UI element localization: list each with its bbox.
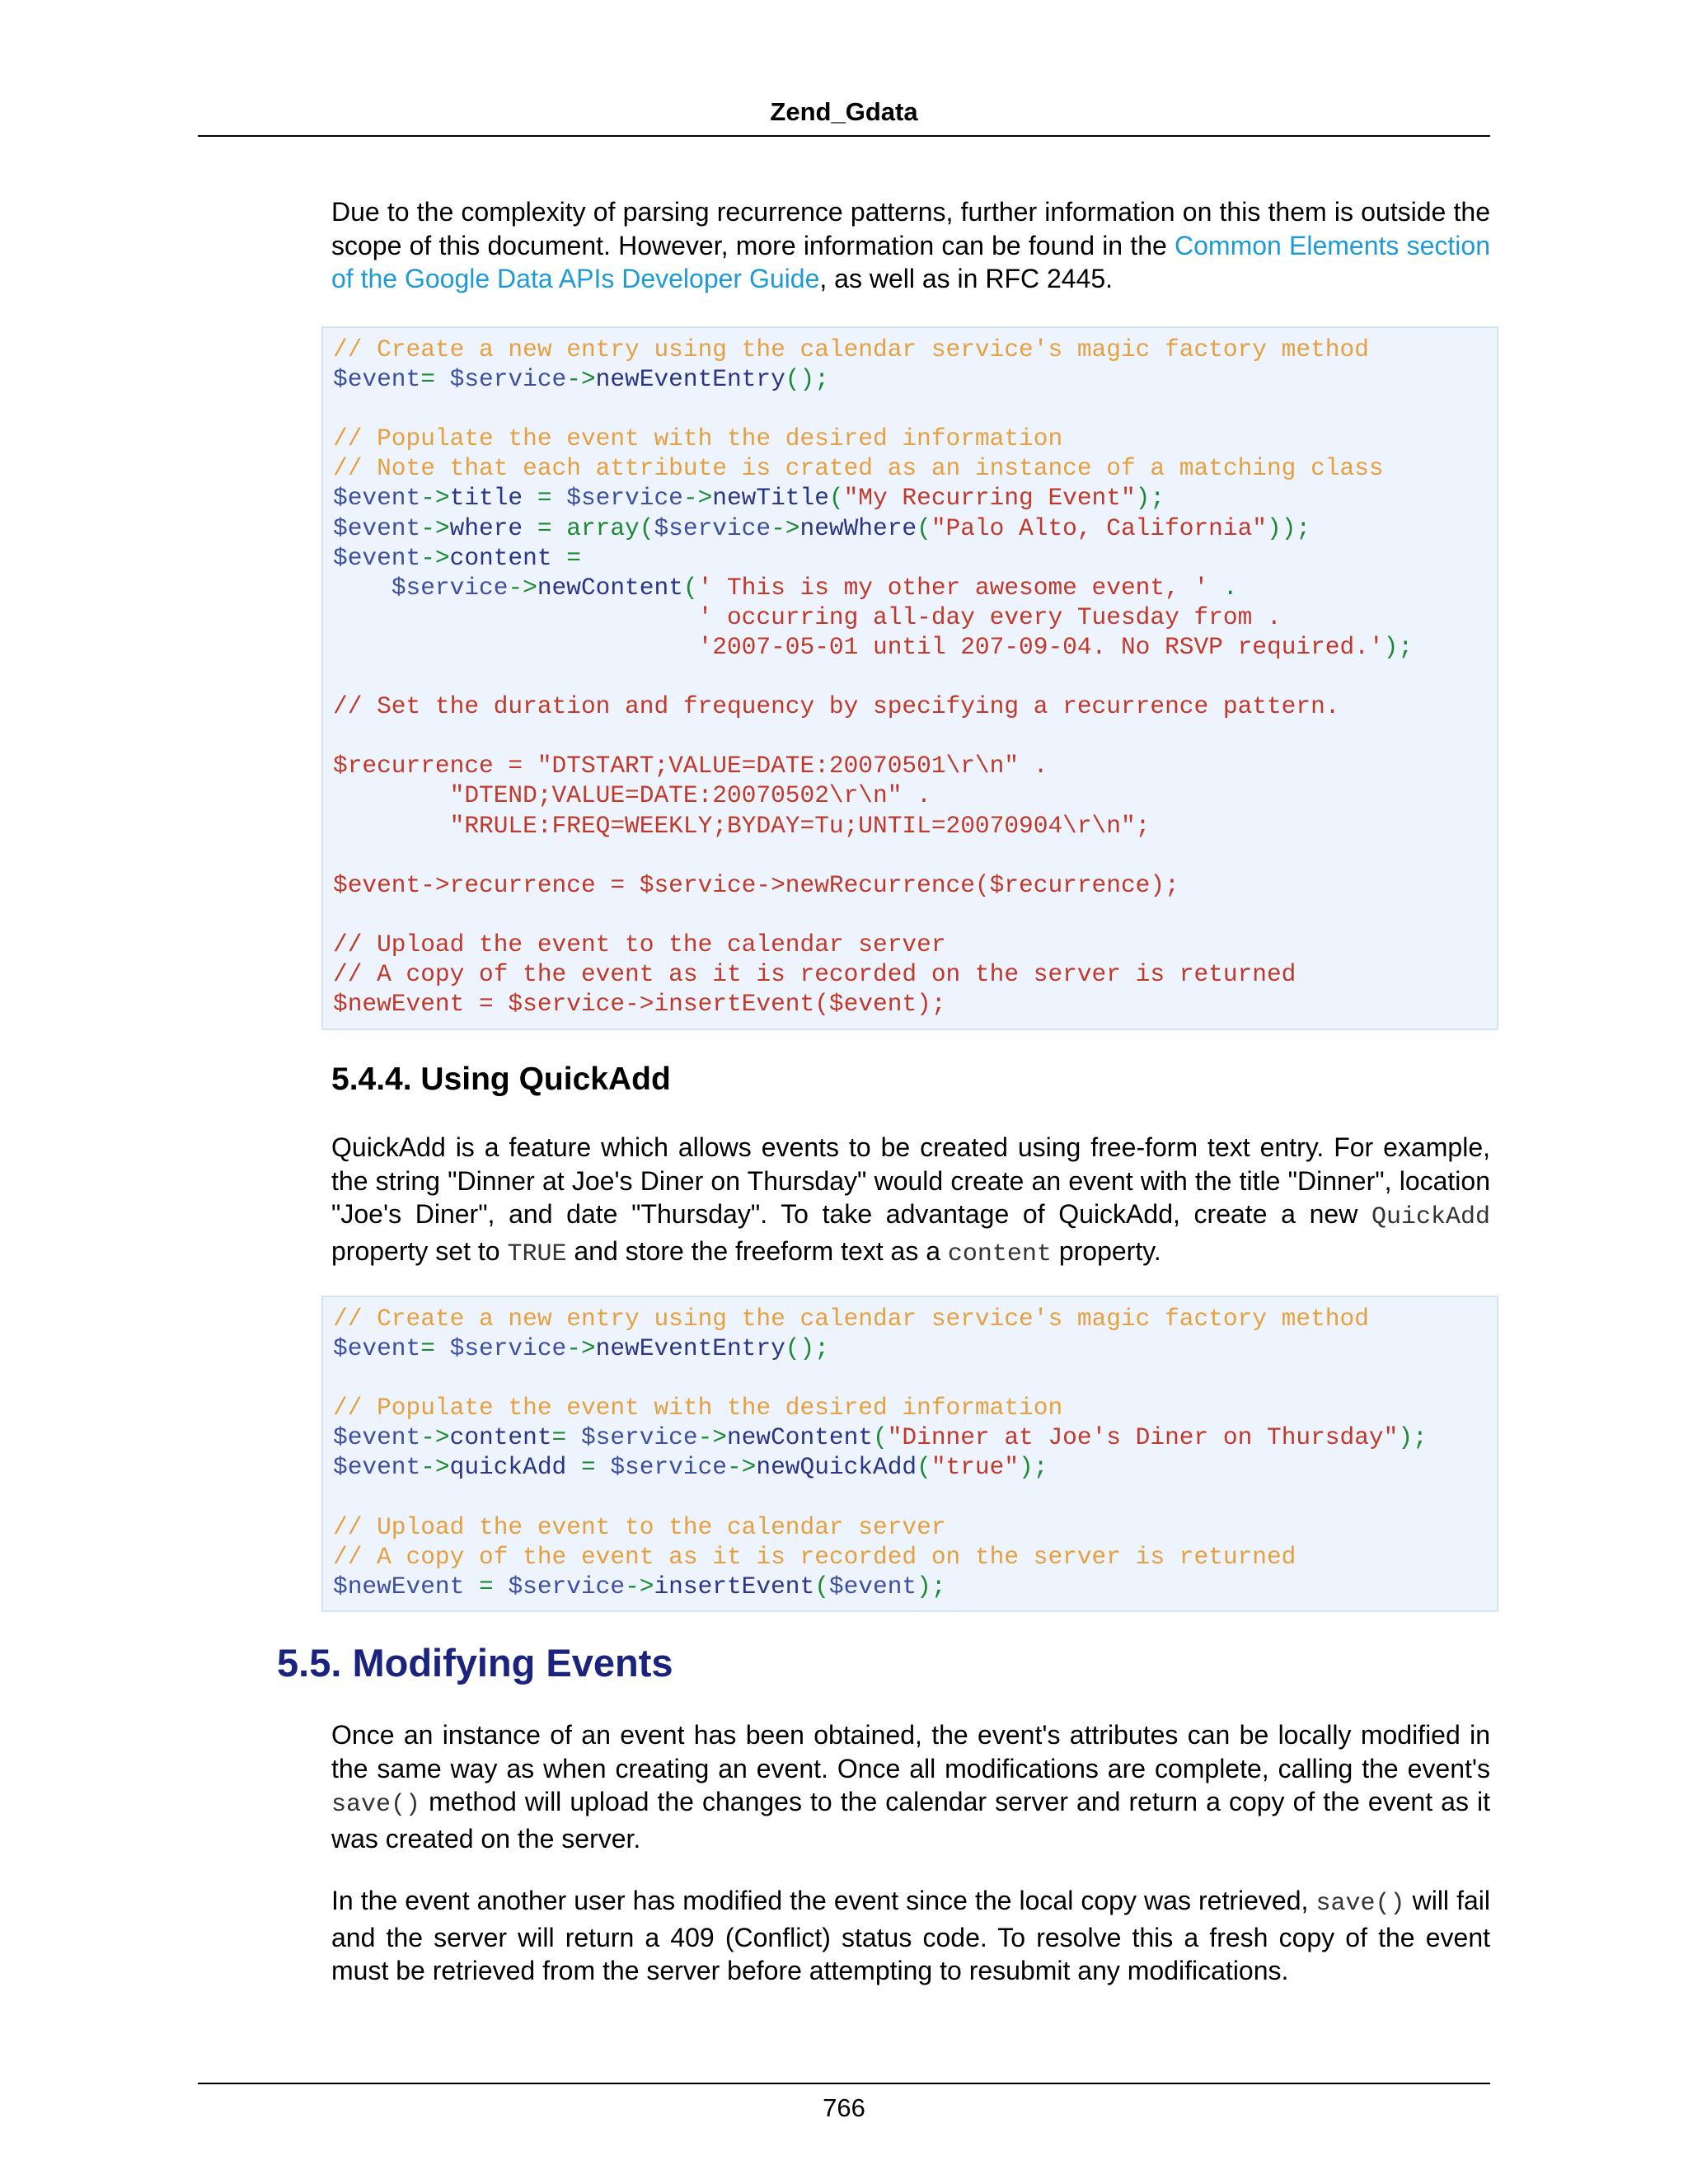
- true-code: TRUE: [507, 1240, 567, 1268]
- conflict-text: In the event another user has modified the event since the local copy was retrieved,: [331, 1886, 1316, 1915]
- code-token: $event: [333, 513, 421, 542]
- code-token: ' This is my other awesome event, ': [697, 573, 1209, 602]
- code-token: [333, 633, 698, 661]
- code-token: ();: [785, 1334, 829, 1363]
- code-token: .: [1208, 573, 1238, 602]
- code-token: newEventEntry: [595, 1334, 785, 1363]
- code-token: $service: [449, 365, 567, 394]
- code-token: ->: [420, 513, 450, 542]
- code-token: );: [917, 1572, 946, 1601]
- code-token: $service: [580, 1423, 698, 1452]
- quickadd-code: QuickAdd: [1371, 1203, 1490, 1231]
- code-line: [333, 1452, 1487, 1482]
- code-token: $event: [333, 1334, 421, 1363]
- code-line: [333, 1363, 1487, 1393]
- code-line: [333, 930, 1487, 959]
- page-number: 766: [823, 2093, 865, 2122]
- code-line: [333, 1304, 1487, 1333]
- code-line: [333, 751, 1487, 780]
- code-token: =: [420, 365, 450, 394]
- modify-text: Once an instance of an event has been obtained, the event's attributes can be locally modified in the same way as when creating an event. Once all modifications are complete, calling the event's: [331, 1720, 1490, 1783]
- code-line: [333, 1422, 1487, 1452]
- code-token: ->: [697, 1423, 727, 1452]
- code-line: [333, 573, 1487, 602]
- code-line: [333, 870, 1487, 900]
- save-method-code: save(): [331, 1791, 421, 1819]
- code-token: "Dinner at Joe's Diner on Thursday": [887, 1423, 1399, 1452]
- code-token: );: [1398, 1423, 1428, 1452]
- code-token: // Set the duration and frequency by specifying a recurrence pattern.: [333, 692, 1340, 721]
- section-heading-quickadd: 5.4.4. Using QuickAdd: [331, 1062, 671, 1097]
- code-token: ->: [566, 365, 596, 394]
- code-line: [333, 1393, 1487, 1422]
- code-line: [333, 841, 1487, 870]
- code-line: [333, 602, 1487, 632]
- code-token: newContent: [726, 1423, 874, 1452]
- code-line: [333, 1572, 1487, 1601]
- footer-rule: [198, 2083, 1490, 2084]
- code-token: // Populate the event with the desired information: [333, 424, 1063, 453]
- code-token: (: [814, 1572, 829, 1601]
- quickadd-paragraph: [331, 1131, 1490, 1271]
- code-token: =: [420, 1334, 450, 1363]
- code-line: [333, 543, 1487, 573]
- code-token: newEventEntry: [595, 365, 785, 394]
- code-token: $recurrence = "DTSTART;VALUE=DATE:20070501\r\n" .: [333, 752, 1048, 780]
- code-token: content: [449, 543, 552, 572]
- code-line: [333, 513, 1487, 543]
- code-token: insertEvent: [654, 1572, 815, 1601]
- code-token: (: [917, 513, 931, 542]
- code-token: // Note that each attribute is crated as an instance of a matching class: [333, 454, 1384, 483]
- intro-text: Due to the complexity of parsing recurrence patterns, further information on this them is outside the scope of this document. However, more information can be found in the: [331, 197, 1490, 260]
- running-header: Zend_Gdata: [770, 97, 918, 126]
- code-token: $event: [333, 543, 421, 572]
- code-token: $event: [333, 1423, 421, 1452]
- code-line: [333, 900, 1487, 930]
- code-token: newQuickAdd: [756, 1453, 917, 1482]
- code-token: ->: [566, 1334, 596, 1363]
- code-line: [333, 483, 1487, 513]
- code-token: // A copy of the event as it is recorded on the server is returned: [333, 959, 1296, 988]
- code-token: $service: [566, 484, 683, 513]
- code-token: title: [449, 484, 523, 513]
- save-method-code-2: save(): [1315, 1890, 1405, 1918]
- code-line: [333, 364, 1487, 394]
- code-token: (: [917, 1453, 931, 1482]
- code-line: [333, 959, 1487, 989]
- code-token: "DTEND;VALUE=DATE:20070502\r\n" .: [333, 781, 931, 810]
- code-token: );: [1019, 1453, 1048, 1482]
- code-token: $newEvent = $service->insertEvent($event);: [333, 990, 946, 1019]
- code-line: [333, 691, 1487, 721]
- code-token: // A copy of the event as it is recorded on the server is returned: [333, 1542, 1296, 1571]
- code-token: quickAdd: [449, 1453, 567, 1482]
- code-token: newWhere: [799, 513, 917, 542]
- code-token: (: [828, 484, 844, 513]
- code-line: [333, 453, 1487, 483]
- code-token: ->: [771, 513, 800, 542]
- section-heading-modifying-events: 5.5. Modifying Events: [277, 1641, 673, 1685]
- code-token: ();: [785, 365, 829, 394]
- quickadd-text-4: property.: [1051, 1235, 1161, 1266]
- code-token: '2007-05-01 until 207-09-04. No RSVP required.': [697, 632, 1384, 661]
- code-token: $service: [391, 573, 509, 602]
- code-token: [333, 574, 392, 602]
- content-code: content: [947, 1240, 1052, 1268]
- code-token: [333, 603, 698, 631]
- code-token: "My Recurring Event": [843, 484, 1136, 513]
- code-token: $service: [654, 513, 771, 542]
- code-line: [333, 1483, 1487, 1512]
- code-line: [333, 662, 1487, 691]
- code-line: [333, 394, 1487, 424]
- quickadd-text: QuickAdd is a feature which allows events to be created using free-form text entry. For example, the string "Dinner at Joe's Diner on Thursday" would create an event with the title "Dinner", location "Joe's Diner", and date "Thursday". To take advantage of QuickAdd, create a new: [331, 1132, 1490, 1229]
- code-token: (: [682, 573, 698, 602]
- code-token: ->: [420, 1453, 450, 1482]
- code-line: [333, 811, 1487, 841]
- code-token: =: [551, 1423, 581, 1452]
- code-token: ->: [625, 1572, 654, 1601]
- code-token: "RRULE:FREQ=WEEKLY;BYDAY=Tu;UNTIL=20070904\r\n";: [333, 811, 1151, 840]
- code-line: [333, 1512, 1487, 1542]
- code-token: =: [566, 1453, 611, 1482]
- code-token: ->: [682, 484, 713, 513]
- header-rule: [198, 135, 1490, 137]
- modify-text-2: method will upload the changes to the calendar server and return a copy of the event as it was created on the server.: [331, 1787, 1490, 1854]
- code-token: );: [1135, 484, 1165, 513]
- code-line: [333, 424, 1487, 453]
- code-token: // Create a new entry using the calendar service's magic factory method: [333, 335, 1369, 363]
- code-token: $service: [610, 1453, 727, 1482]
- intro-text-end: , as well as in RFC 2445.: [819, 264, 1114, 293]
- code-token: "Palo Alto, California": [931, 513, 1267, 542]
- code-token: =: [523, 484, 567, 513]
- code-token: ->: [420, 484, 450, 513]
- code-token: $event: [333, 1453, 421, 1482]
- modify-paragraph-2: [331, 1884, 1490, 1988]
- code-token: "true": [931, 1453, 1020, 1482]
- code-token: $service: [449, 1334, 567, 1363]
- code-token: (: [873, 1423, 888, 1452]
- recurrence-code-block: [321, 326, 1498, 1030]
- code-line: [333, 721, 1487, 751]
- code-token: // Populate the event with the desired information: [333, 1394, 1063, 1422]
- code-token: newTitle: [712, 484, 829, 513]
- code-line: [333, 780, 1487, 810]
- quickadd-text-3: and store the freeform text as a: [566, 1235, 948, 1266]
- code-token: ->: [726, 1453, 757, 1482]
- code-token: // Upload the event to the calendar server: [333, 930, 946, 958]
- code-line: [333, 1542, 1487, 1572]
- code-line: [333, 1333, 1487, 1363]
- code-token: =: [464, 1572, 509, 1601]
- conflict-text-2: will fail and the server will return a 409 (Conflict) status code. To resolve this a fresh copy of the event must be retrieved from the server before attempting to resubmit any modifications.: [331, 1886, 1491, 1985]
- code-token: $event: [333, 365, 421, 394]
- code-token: ->: [420, 1423, 450, 1452]
- code-token: newContent: [537, 573, 683, 602]
- code-token: ));: [1267, 513, 1311, 542]
- intro-paragraph: [331, 195, 1490, 296]
- code-token: = array(: [523, 513, 654, 542]
- code-line: [333, 632, 1487, 662]
- code-line: [333, 335, 1487, 364]
- code-token: $newEvent: [333, 1572, 465, 1601]
- modify-paragraph-1: [331, 1718, 1490, 1855]
- code-token: $event: [333, 484, 421, 513]
- code-line: [333, 989, 1487, 1019]
- code-token: content: [449, 1423, 552, 1452]
- code-token: ->: [420, 543, 450, 572]
- quickadd-code-block: [321, 1296, 1498, 1612]
- code-token: ->: [508, 573, 537, 602]
- code-token: where: [449, 513, 523, 542]
- quickadd-text-2: property set to: [331, 1235, 508, 1266]
- code-token: // Create a new entry using the calendar service's magic factory method: [333, 1305, 1369, 1333]
- code-token: );: [1383, 632, 1414, 661]
- code-token: $event->recurrence = $service->newRecurrence($recurrence);: [333, 870, 1179, 899]
- code-token: // Upload the event to the calendar server: [333, 1512, 946, 1541]
- code-token: $event: [828, 1572, 917, 1601]
- code-token: =: [551, 543, 581, 572]
- code-token: ' occurring all-day every Tuesday from .: [697, 602, 1282, 631]
- developer-guide-link[interactable]: Common Elements section of the Google Data APIs Developer Guide: [331, 230, 1491, 293]
- code-token: $service: [508, 1572, 626, 1601]
